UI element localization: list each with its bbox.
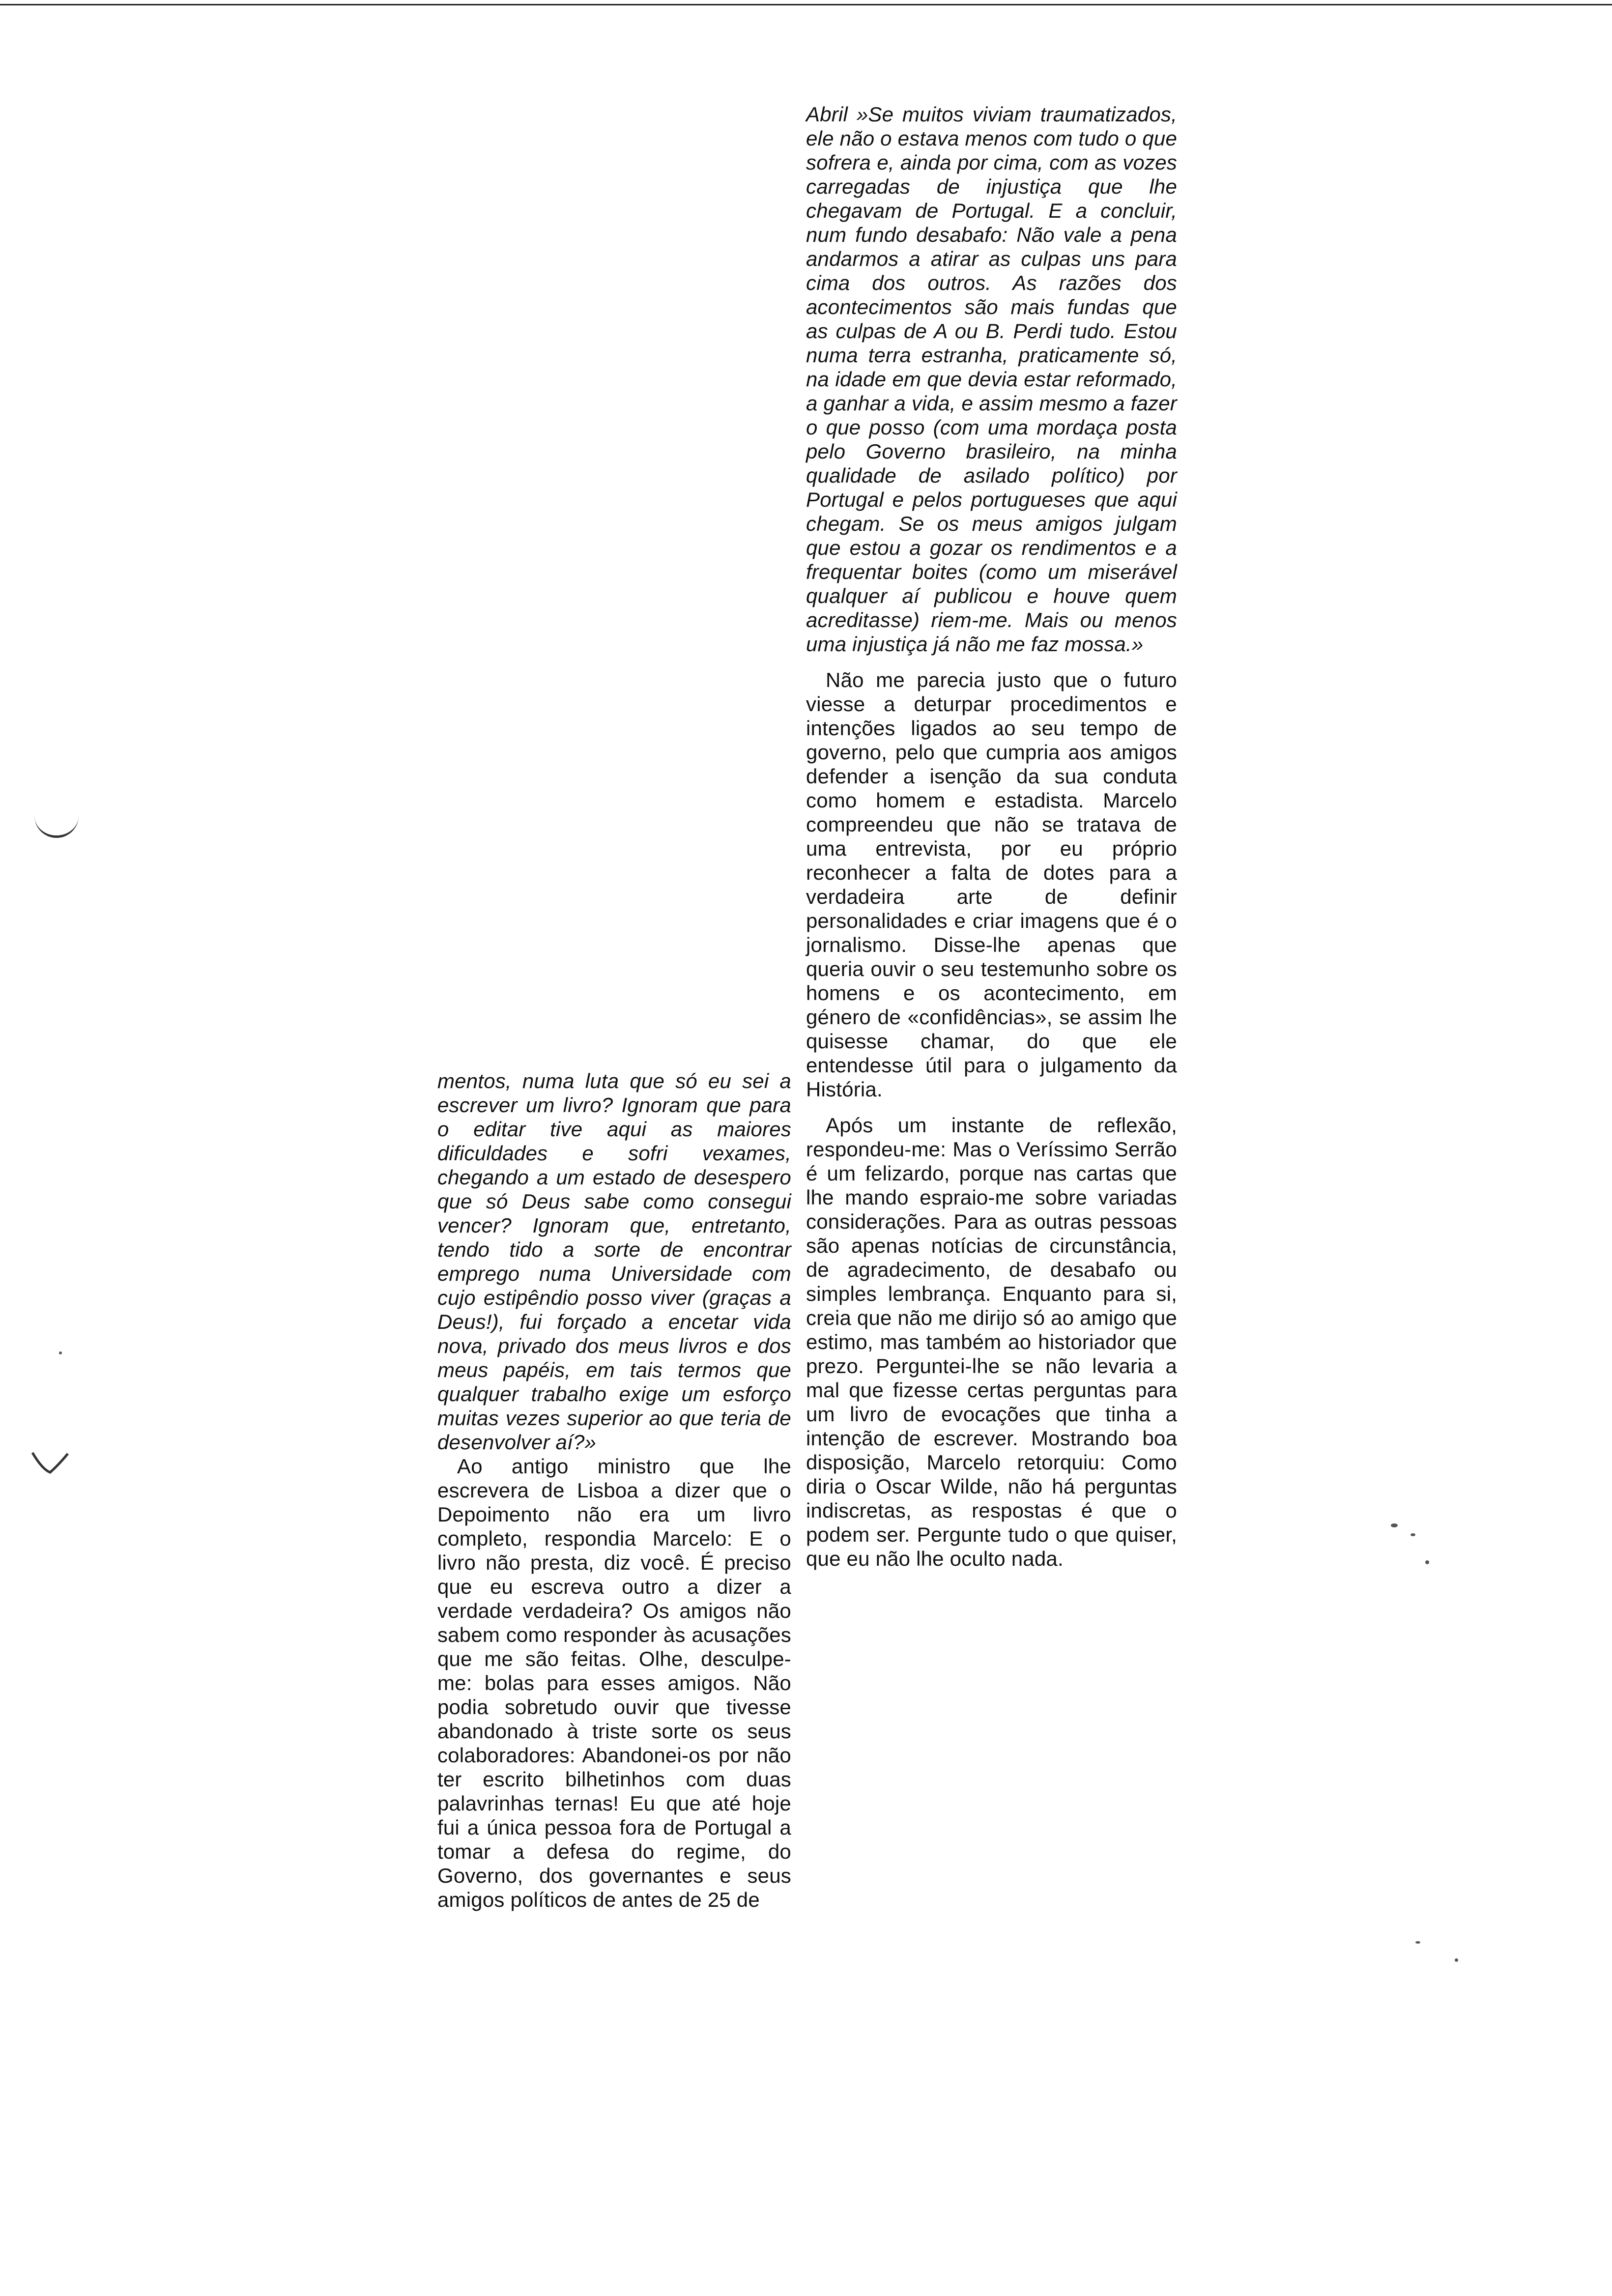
scan-speck [59,1351,62,1354]
scan-speck [1425,1560,1429,1564]
scan-speck [1455,1958,1458,1962]
left-paragraph-2: Ao antigo ministro que lhe escrevera de Lisboa a dizer que o Depoimento não era um livro completo, respondia Marcelo: E o livro não presta, diz você. É preciso que eu escreva outro a dizer a verdade verdadeira? Os amigos não sabem como responder às acusações que me são feitas. Olhe, desculpe-me: bolas para esses amigos. Não podia sobretudo ouvir que tivesse abandonado à triste sorte os seus colaboradores: Abandonei-os por não ter escrito bilhetinhos com duas palavrinhas ternas! Eu que até hoje fui a única pessoa fora de Portugal a tomar a defesa do regime, do Governo, dos governantes e seus amigos políticos de antes de 25 de [437,1455,791,1911]
left-text-column [437,1069,791,1912]
scan-speck [1391,1523,1398,1527]
scan-speck [1415,1941,1420,1944]
top-border-rule [0,4,1612,5]
quote-continuation-paragraph: Abril »Se muitos viviam traumatizados, ele não o estava menos com tudo o que sofrera e, ainda por cima, com as vozes carregadas de injustiça que lhe chegavam de Portugal. E a concluir, num fundo desabafo: Não vale a pena andarmos a atirar as culpas uns para cima dos outros. As razões dos acontecimentos são mais fundas que as culpas de A ou B. Perdi tudo. Estou numa terra estranha, praticamente só, na idade em que devia estar reformado, a ganhar a vida, e assim mesmo a fazer o que posso (com uma mordaça posta pelo Governo brasileiro, na minha qualidade de asilado político) por Portugal e pelos portugueses que aqui chegam. Se os meus amigos julgam que estou a gozar os rendimentos e a frequentar boites (como um miserável qualquer aí publicou e houve quem acreditasse) riem-me. Mais ou menos uma injustiça já não me faz mossa.» [806,103,1177,656]
right-paragraph-3: Após um instante de reflexão, respondeu-me: Mas o Veríssimo Serrão é um felizardo, porque nas cartas que lhe mando espraio-me sobre variadas considerações. Para as outras pessoas são apenas notícias de circunstância, de agradecimento, de desabafo ou simples lembrança. Enquanto para si, creia que não me dirijo só ao amigo que estimo, mas também ao historiador que prezo. Perguntei-lhe se não levaria a mal que fizesse certas perguntas para um livro de evocações que tinha a intenção de escrever. Mostrando boa disposição, Marcelo retorquiu: Como diria o Oscar Wilde, não há perguntas indiscretas, as respostas é que o podem ser. Pergunte tudo o que quiser, que eu não lhe oculto nada. [806,1114,1177,1570]
right-paragraph-2: Não me parecia justo que o futuro viesse a deturpar procedimentos e intenções ligados ao seu tempo de governo, pelo que cumpria aos amigos defender a isenção da sua conduta como homem e estadista. Marcelo compreendeu que não se tratava de uma entrevista, por eu próprio reconhecer a falta de dotes para a verdadeira arte de definir personalidades e criar imagens que é o jornalismo. Disse-lhe apenas que queria ouvir o seu testemunho sobre os homens e os acontecimento, em género de «confidências», se assim lhe quisesse chamar, do que ele entendesse útil para o julgamento da História. [806,668,1177,1101]
hole-punch-mark-top [34,806,79,838]
right-text-column [806,102,1177,1571]
hole-punch-mark-bottom [30,1450,70,1474]
scan-speck [1410,1533,1415,1536]
left-paragraph-1: mentos, numa luta que só eu sei a escrever um livro? Ignoram que para o editar tive aqui as maiores dificuldades e sofri vexames, chegando a um estado de desespero que só Deus sabe como consegui vencer? Ignoram que, entretanto, tendo tido a sorte de encontrar emprego numa Universidade com cujo estipêndio posso viver (graças a Deus!), fui forçado a encetar vida nova, privado dos meus livros e dos meus papéis, em tais termos que qualquer trabalho exige um esforço muitas vezes superior ao que teria de desenvolver aí?» [437,1069,791,1454]
